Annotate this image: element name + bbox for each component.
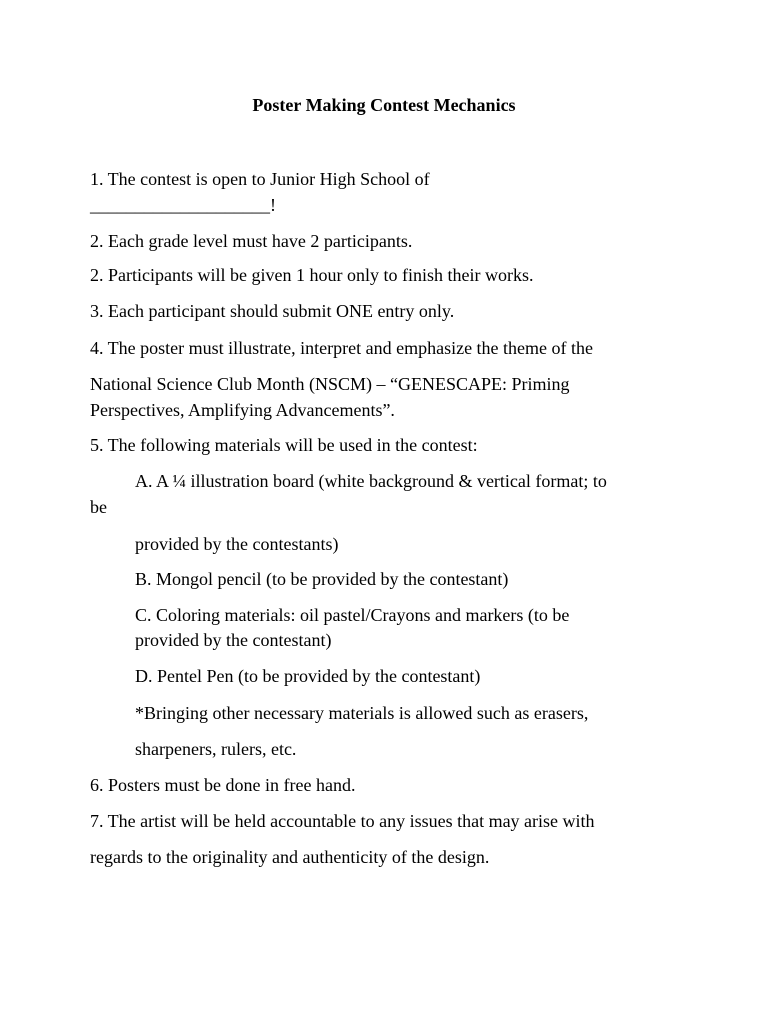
rule-4-line-2: National Science Club Month (NSCM) – “GENESCAPE: Priming	[90, 374, 570, 394]
rule-7-line-1: 7. The artist will be held accountable to any issues that may arise with	[90, 811, 595, 831]
document-title: Poster Making Contest Mechanics	[252, 95, 516, 115]
material-c-line-2: provided by the contestant)	[135, 630, 332, 650]
other-materials-line-2: sharpeners, rulers, etc.	[135, 739, 297, 759]
rule-5-intro: 5. The following materials will be used in the contest:	[90, 435, 478, 455]
rule-7-line-2: regards to the originality and authenticity of the design.	[90, 847, 490, 867]
rule-4-line-1: 4. The poster must illustrate, interpret and emphasize the theme of the	[90, 338, 594, 358]
material-a-line-3: provided by the contestants)	[135, 534, 339, 554]
material-b: B. Mongol pencil (to be provided by the contestant)	[135, 569, 509, 589]
material-a-line-1: A. A ¼ illustration board (white background & vertical format; to	[135, 471, 607, 491]
material-a-line-2: be	[90, 497, 107, 517]
material-c-line-1: C. Coloring materials: oil pastel/Crayons and markers (to be	[135, 605, 570, 625]
rule-4-line-3: Perspectives, Amplifying Advancements”.	[90, 400, 395, 420]
rule-3-entry: 3. Each participant should submit ONE entry only.	[90, 301, 455, 321]
rule-6-free-hand: 6. Posters must be done in free hand.	[90, 775, 356, 795]
rule-2-grade-level: 2. Each grade level must have 2 participants.	[90, 231, 413, 251]
rule-1-blank: ____________________!	[90, 195, 276, 215]
material-d: D. Pentel Pen (to be provided by the contestant)	[135, 666, 481, 686]
rule-2-time-limit: 2. Participants will be given 1 hour only to finish their works.	[90, 265, 534, 285]
other-materials-line-1: *Bringing other necessary materials is allowed such as erasers,	[135, 703, 589, 723]
rule-1-line-1: 1. The contest is open to Junior High School of	[90, 169, 430, 189]
